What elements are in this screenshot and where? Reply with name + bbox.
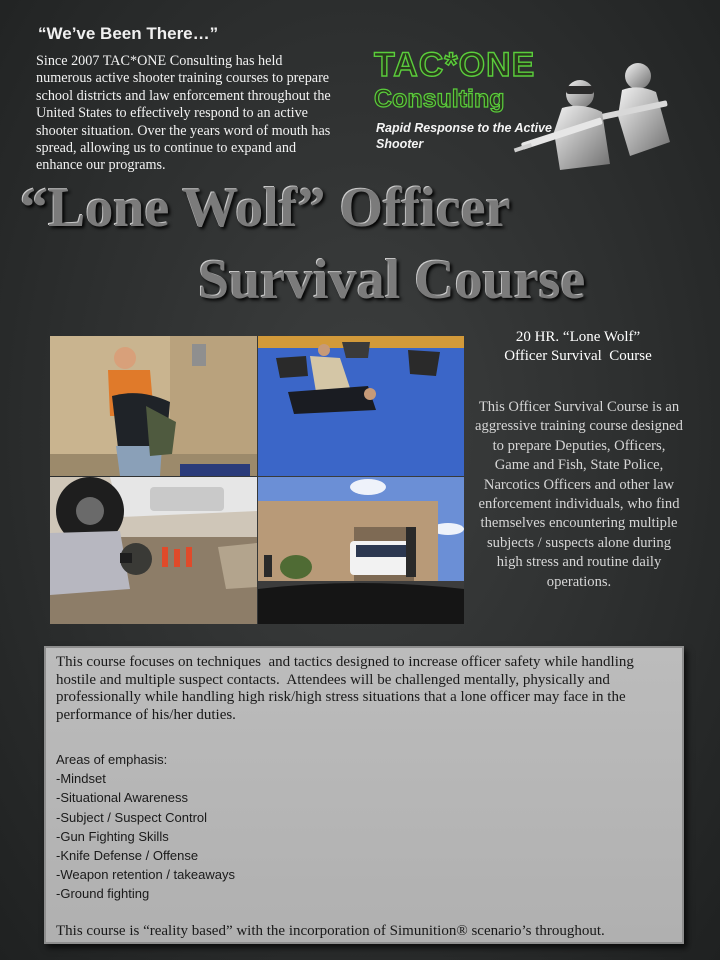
area-item: -Subject / Suspect Control bbox=[56, 810, 208, 825]
logo-tagline: Rapid Response to the Active Shooter bbox=[376, 121, 552, 151]
area-item: -Ground fighting bbox=[56, 886, 150, 901]
course-heading-line-1: 20 HR. “Lone Wolf” bbox=[515, 329, 641, 345]
title-line-1: “Lone Wolf” Officer bbox=[20, 177, 511, 239]
area-item: -Gun Fighting Skills bbox=[56, 829, 169, 844]
photo-truck-cover bbox=[50, 477, 257, 624]
course-heading-line-2: Officer Survival Course bbox=[504, 348, 652, 364]
closing-statement: This course is “reality based” with the incorporation of Simunition® scenario’s throughout. bbox=[56, 923, 605, 939]
course-details-box bbox=[44, 646, 684, 944]
area-item: -Mindset bbox=[56, 771, 106, 786]
course-focus-paragraph: This course focuses on techniques and tactics designed to increase officer safety while handling hostile and multiple suspect contacts. Attendees will be challenged mentally, physically and professionally while handling high risk/high stress situations that a lone officer may face in the performance of his/her duties. bbox=[56, 654, 638, 723]
area-item: -Weapon retention / takeaways bbox=[56, 867, 235, 882]
area-item: -Situational Awareness bbox=[56, 790, 189, 805]
areas-of-emphasis-label: Areas of emphasis: bbox=[56, 752, 168, 767]
training-photo-grid bbox=[50, 336, 464, 624]
course-description: This Officer Survival Course is an aggressive training course designed to prepare Deputies, Officers, Game and Fish, State Police, Narcotics Officers and other law enforcement individuals, who find themselves encountering multiple subjects / suspects alone during high stress and routine daily operations. bbox=[475, 399, 683, 590]
photo-room-training bbox=[50, 336, 257, 476]
logo-officers-graphic bbox=[510, 46, 690, 174]
photo-mat-training bbox=[258, 336, 464, 476]
photo-vehicle-scenario bbox=[258, 477, 464, 624]
logo-subtitle: Consulting bbox=[374, 85, 505, 113]
logo bbox=[368, 46, 690, 174]
intro-heading: “We’ve Been There…” bbox=[38, 24, 219, 43]
course-heading bbox=[478, 328, 678, 366]
intro-paragraph: Since 2007 TAC*ONE Consulting has held numerous active shooter training courses to prepare school districts and law enforcement throughout the United States to effectively respond to an active shooter situation. Over the years word of mouth has spread, allowing us to continue to expand and enhance our programs. bbox=[36, 53, 331, 174]
logo-title: TAC*ONE bbox=[374, 46, 536, 84]
area-item: -Knife Defense / Offense bbox=[56, 848, 199, 863]
title-line-2: Survival Course bbox=[198, 249, 586, 311]
